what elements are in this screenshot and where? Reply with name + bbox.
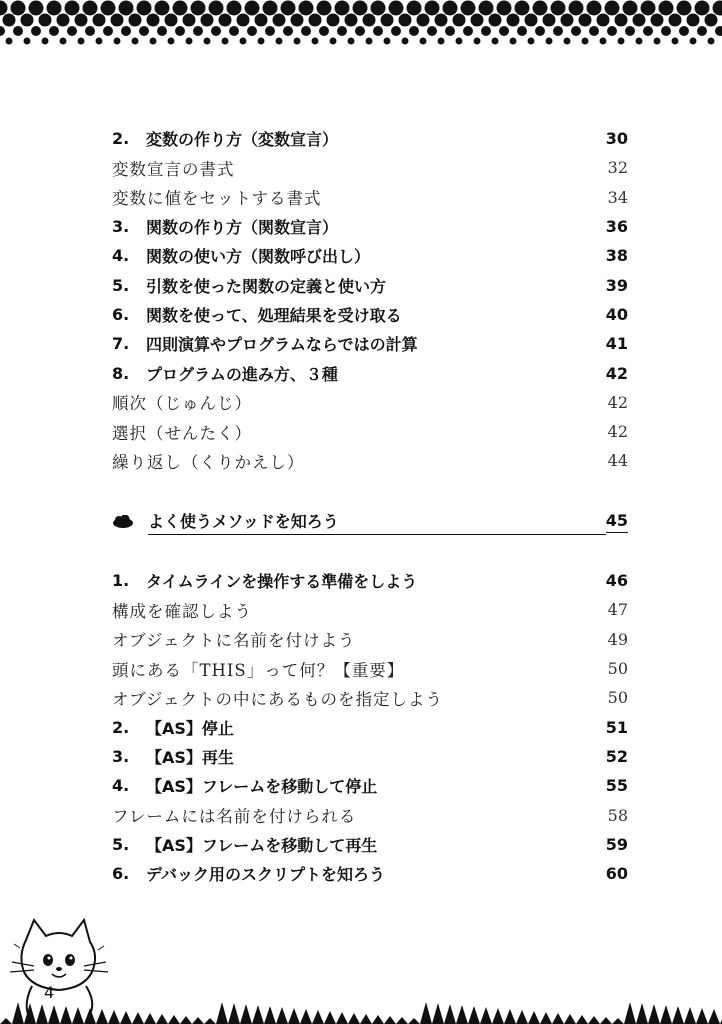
- toc-entry-page: 39: [605, 275, 628, 295]
- chapter-page: 45: [606, 511, 628, 533]
- toc-entry-title: デバック用のスクリプトを知ろう: [146, 865, 386, 885]
- toc-entry-page: 36: [605, 217, 628, 237]
- toc-entry-number: 6.: [112, 864, 130, 884]
- toc-entry[interactable]: [112, 654, 628, 683]
- toc-entry-page: 38: [605, 246, 628, 266]
- toc-entry[interactable]: [112, 183, 628, 212]
- toc-entry-page: 44: [607, 451, 628, 471]
- chapter-heading[interactable]: [112, 507, 628, 537]
- toc-entry-page: 52: [605, 746, 628, 766]
- toc-entry[interactable]: [112, 800, 628, 829]
- toc-entry-number: 3.: [112, 746, 130, 766]
- toc-entry[interactable]: [112, 270, 628, 299]
- toc-entry[interactable]: [112, 625, 628, 654]
- toc-entry-number: 8.: [112, 363, 130, 383]
- toc-entry-title: 変数に値をセットする書式: [112, 189, 322, 209]
- toc-entry-page: 58: [607, 805, 628, 825]
- toc-entry[interactable]: [112, 859, 628, 888]
- toc-entry-number: 5.: [112, 834, 130, 854]
- toc-entry-number: 3.: [112, 217, 130, 237]
- toc-entry-title: 関数の使い方（関数呼び出し）: [146, 247, 371, 267]
- toc-entry-page: 42: [607, 392, 628, 412]
- toc-entry-title: タイムラインを操作する準備をしよう: [146, 572, 418, 592]
- toc-entry[interactable]: [112, 683, 628, 712]
- toc-entry[interactable]: [112, 124, 628, 153]
- toc-entry-title: フレームには名前を付けられる: [112, 807, 357, 827]
- toc-entry-page: 30: [605, 129, 628, 149]
- toc-entry-title: 変数宣言の書式: [112, 159, 235, 179]
- toc-entry-page: 41: [605, 334, 628, 354]
- toc-entry[interactable]: [112, 300, 628, 329]
- toc-entry[interactable]: [112, 241, 628, 270]
- toc-entry-title: 【AS】フレームを移動して再生: [146, 835, 378, 855]
- toc-entry-page: 32: [607, 158, 628, 178]
- toc-entry-page: 50: [607, 688, 628, 708]
- toc-entry-title: 選択（せんたく）: [112, 423, 252, 443]
- toc-entry[interactable]: [112, 329, 628, 358]
- toc-entry-number: 4.: [112, 776, 130, 796]
- toc-entry-title: 繰り返し（くりかえし）: [112, 452, 305, 472]
- toc-entry[interactable]: [112, 446, 628, 475]
- toc-entry-title: 【AS】フレームを移動して停止: [146, 777, 378, 797]
- dot-pattern-border: [0, 0, 722, 48]
- chapter-title: よく使うメソッドを知ろう: [148, 509, 606, 535]
- toc-entry-page: 42: [607, 422, 628, 442]
- toc-entry-title: オブジェクトの中にあるものを指定しよう: [112, 689, 444, 709]
- toc-entry-page: 47: [607, 600, 628, 620]
- toc-list-bottom: [112, 566, 628, 888]
- toc-entry-title: 【AS】再生: [146, 747, 234, 767]
- toc-entry-title: 変数の作り方（変数宣言）: [146, 130, 339, 150]
- toc-entry-page: 51: [605, 717, 628, 737]
- toc-entry-title: 関数を使って、処理結果を受け取る: [146, 305, 402, 325]
- toc-entry-page: 59: [605, 834, 628, 854]
- toc-entry-title: 【AS】停止: [146, 718, 234, 738]
- toc-entry-title: 引数を使った関数の定義と使い方: [146, 276, 387, 296]
- toc-entry-number: 7.: [112, 334, 130, 354]
- toc-entry[interactable]: [112, 712, 628, 741]
- toc-entry[interactable]: [112, 830, 628, 859]
- toc-entry-page: 55: [605, 776, 628, 796]
- toc-entry[interactable]: [112, 595, 628, 624]
- toc-entry-page: 46: [605, 571, 628, 591]
- toc-entry-title: 順次（じゅんじ）: [112, 394, 252, 414]
- toc-entry-title: 頭にある「THIS」って何？【重要】: [112, 660, 405, 680]
- toc-entry[interactable]: [112, 358, 628, 387]
- toc-entry-page: 50: [607, 659, 628, 679]
- toc-entry-title: 構成を確認しよう: [112, 601, 252, 621]
- toc-entry-page: 40: [605, 304, 628, 324]
- toc-entry-number: 5.: [112, 275, 130, 295]
- toc-entry-title: オブジェクトに名前を付けよう: [112, 631, 356, 651]
- toc-entry[interactable]: [112, 153, 628, 182]
- toc-entry-title: プログラムの進み方、３種: [146, 364, 338, 384]
- toc-entry-number: 6.: [112, 304, 130, 324]
- toc-entry-page: 60: [605, 864, 628, 884]
- cloud-icon: [112, 515, 134, 529]
- grass-border: [0, 990, 722, 1024]
- page-number: 4: [44, 983, 55, 1002]
- toc-list-top: [112, 124, 628, 476]
- toc-entry-number: 2.: [112, 717, 130, 737]
- toc-entry-number: 1.: [112, 571, 130, 591]
- toc-entry[interactable]: [112, 388, 628, 417]
- toc-entry-title: 四則演算やプログラムならではの計算: [146, 335, 418, 355]
- toc-entry-number: 2.: [112, 129, 130, 149]
- toc-entry-number: 4.: [112, 246, 130, 266]
- toc-entry-page: 34: [607, 187, 628, 207]
- toc-entry-page: 49: [607, 629, 628, 649]
- toc-entry[interactable]: [112, 771, 628, 800]
- toc-entry[interactable]: [112, 742, 628, 771]
- toc-entry[interactable]: [112, 566, 628, 595]
- toc-entry[interactable]: [112, 417, 628, 446]
- toc-entry-page: 42: [605, 363, 628, 383]
- toc-entry[interactable]: [112, 212, 628, 241]
- toc-entry-title: 関数の作り方（関数宣言）: [146, 218, 339, 238]
